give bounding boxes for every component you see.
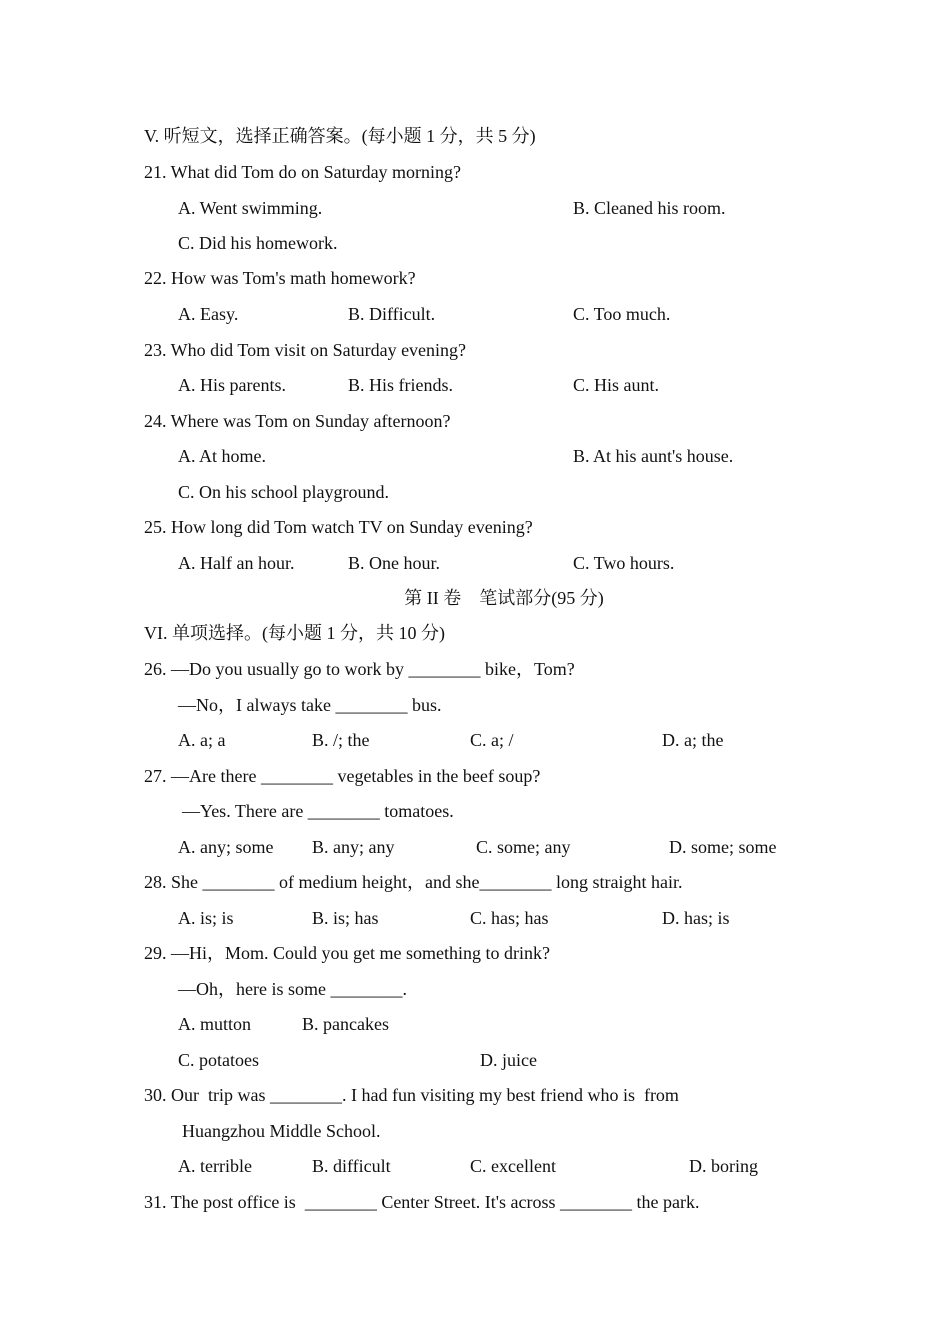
question-24-option-b: B. At his aunt's house. xyxy=(573,446,734,466)
question-26-line-1: 26. —Do you usually go to work by ________ bike，Tom? xyxy=(144,659,575,679)
question-29-option-d: D. juice xyxy=(480,1050,537,1070)
question-29-option-c: C. potatoes xyxy=(178,1050,259,1070)
question-26-option-a: A. a; a xyxy=(178,730,226,750)
question-26-option-c: C. a; / xyxy=(470,730,514,750)
question-24-stem: 24. Where was Tom on Sunday afternoon? xyxy=(144,411,451,431)
question-24-option-c: C. On his school playground. xyxy=(178,482,389,502)
question-27-option-b: B. any; any xyxy=(312,837,395,857)
question-23-stem: 23. Who did Tom visit on Saturday evening? xyxy=(144,340,467,360)
question-22-option-c: C. Too much. xyxy=(573,304,671,324)
question-30-line-1: 30. Our trip was ________. I had fun visiting my best friend who is from xyxy=(144,1085,679,1105)
question-21-stem: 21. What did Tom do on Saturday morning? xyxy=(144,162,462,182)
question-22-stem: 22. How was Tom's math homework? xyxy=(144,268,416,288)
question-31-line-1: 31. The post office is ________ Center Street. It's across ________ the park. xyxy=(144,1192,700,1212)
question-28-option-b: B. is; has xyxy=(312,908,379,928)
question-25-option-a: A. Half an hour. xyxy=(178,553,295,573)
question-28-line-1: 28. She ________ of medium height，and she________ long straight hair. xyxy=(144,872,683,892)
question-29-option-a: A. mutton xyxy=(178,1014,252,1034)
question-25-stem: 25. How long did Tom watch TV on Sunday evening? xyxy=(144,517,533,537)
question-28-option-c: C. has; has xyxy=(470,908,549,928)
question-26-line-2: —No，I always take ________ bus. xyxy=(178,695,442,715)
question-22-option-b: B. Difficult. xyxy=(348,304,436,324)
question-23-option-c: C. His aunt. xyxy=(573,375,660,395)
question-21-option-c: C. Did his homework. xyxy=(178,233,338,253)
question-29-line-2: —Oh，here is some ________. xyxy=(178,979,407,999)
question-21-option-b: B. Cleaned his room. xyxy=(573,198,726,218)
question-27-line-2: —Yes. There are ________ tomatoes. xyxy=(182,801,454,821)
question-30-line-2: Huangzhou Middle School. xyxy=(182,1121,381,1141)
section-5-heading: V. 听短文，选择正确答案。(每小题 1 分，共 5 分) xyxy=(144,126,536,146)
question-30-option-d: D. boring xyxy=(689,1156,758,1176)
question-27-option-c: C. some; any xyxy=(476,837,571,857)
question-26-option-b: B. /; the xyxy=(312,730,370,750)
question-30-option-c: C. excellent xyxy=(470,1156,556,1176)
question-29-line-1: 29. —Hi，Mom. Could you get me something to drink? xyxy=(144,943,550,963)
question-30-option-b: B. difficult xyxy=(312,1156,391,1176)
question-21-option-a: A. Went swimming. xyxy=(178,198,323,218)
question-23-option-a: A. His parents. xyxy=(178,375,286,395)
question-24-option-a: A. At home. xyxy=(178,446,266,466)
question-27-line-1: 27. —Are there ________ vegetables in the beef soup? xyxy=(144,766,541,786)
question-26-option-d: D. a; the xyxy=(662,730,724,750)
question-22-option-a: A. Easy. xyxy=(178,304,239,324)
question-25-option-b: B. One hour. xyxy=(348,553,440,573)
question-28-option-a: A. is; is xyxy=(178,908,234,928)
part-2-title: 第 II 卷 笔试部分(95 分) xyxy=(404,588,604,608)
question-25-option-c: C. Two hours. xyxy=(573,553,675,573)
question-29-option-b: B. pancakes xyxy=(302,1014,389,1034)
question-27-option-d: D. some; some xyxy=(669,837,777,857)
question-27-option-a: A. any; some xyxy=(178,837,274,857)
section-6-heading: VI. 单项选择。(每小题 1 分，共 10 分) xyxy=(144,623,445,643)
question-30-option-a: A. terrible xyxy=(178,1156,252,1176)
question-23-option-b: B. His friends. xyxy=(348,375,453,395)
question-28-option-d: D. has; is xyxy=(662,908,730,928)
